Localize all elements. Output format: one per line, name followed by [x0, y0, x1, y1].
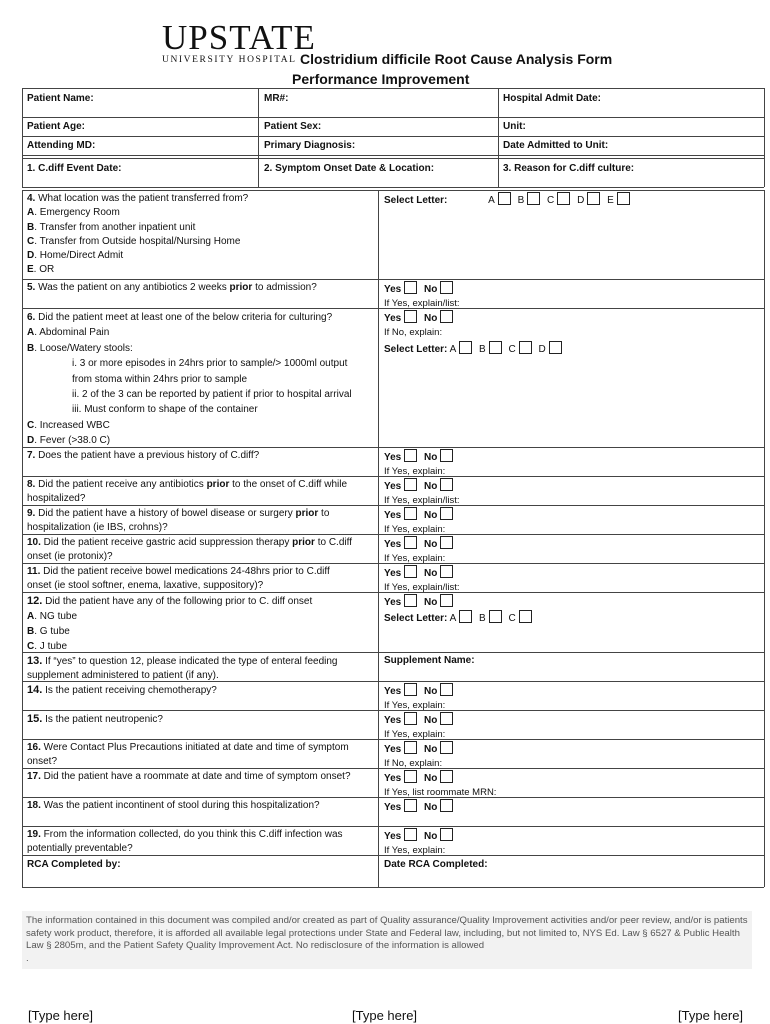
- culture-reason-label: 3. Reason for C.diff culture:: [503, 163, 635, 174]
- question-4: 4. What location was the patient transferred from? A. Emergency Room B. Transfer from another inpatient unit C. Transfer from Outside hospital/Nursing Home D. Home/Direct Admit E. OR: [27, 193, 249, 276]
- q4-checkbox-e[interactable]: [617, 192, 630, 205]
- patient-age-label: Patient Age:: [27, 121, 85, 132]
- q8-no-checkbox[interactable]: [440, 478, 453, 491]
- question-6: 6. Did the patient meet at least one of the below criteria for culturing? A. Abdominal Pain B. Loose/Watery stools: i. 3 or more episodes in 24hrs prior to sample/> 1000ml output from stoma within 24hrs prior to sample ii. 2 of the 3 can be reported by patient if prior to hospital arrival iii. Must conform to shape of the container C. Increased WBC D. Fever (>38.0 C): [27, 312, 352, 447]
- q10-no-checkbox[interactable]: [440, 536, 453, 549]
- q7-yes-checkbox[interactable]: [404, 449, 417, 462]
- question-19: 19. From the information collected, do you think this C.diff infection was potentially preventable?: [27, 829, 343, 855]
- question-9: 9. Did the patient have a history of bowel disease or surgery prior to hospitalization (ie IBS, crohns)?: [27, 508, 330, 534]
- q19-no-checkbox[interactable]: [440, 828, 453, 841]
- question-8: 8. Did the patient receive any antibiotics prior to the onset of C.diff while hospitalized?: [27, 479, 348, 505]
- q19-yes-checkbox[interactable]: [404, 828, 417, 841]
- q17-yes-checkbox[interactable]: [404, 770, 417, 783]
- form-title: Clostridium difficile Root Cause Analysis Form: [300, 51, 613, 67]
- form-subtitle: Performance Improvement: [292, 71, 470, 87]
- rca-date-label: Date RCA Completed:: [384, 859, 488, 870]
- q10-answer: Yes No If Yes, explain:: [384, 536, 457, 567]
- q7-answer: Yes No If Yes, explain:: [384, 449, 457, 480]
- question-13: 13. If “yes” to question 12, please indicated the type of enteral feeding supplement administered to patient (if any).: [27, 655, 338, 682]
- q15-answer: Yes No If Yes, explain:: [384, 712, 457, 743]
- q5-yes-checkbox[interactable]: [404, 281, 417, 294]
- q14-answer: Yes No If Yes, explain:: [384, 683, 457, 714]
- q18-answer: Yes No: [384, 799, 457, 815]
- q12-checkbox-c[interactable]: [519, 610, 532, 623]
- logo-subtitle: UNIVERSITY HOSPITAL: [162, 55, 297, 65]
- q13-answer: Supplement Name:: [384, 655, 475, 666]
- q8-answer: Yes No If Yes, explain/list:: [384, 478, 460, 509]
- q12-answer: Yes No Select Letter: A B C: [384, 594, 536, 627]
- q7-no-checkbox[interactable]: [440, 449, 453, 462]
- question-14: 14. Is the patient receiving chemotherapy?: [27, 684, 217, 696]
- q15-no-checkbox[interactable]: [440, 712, 453, 725]
- event-date-label: 1. C.diff Event Date:: [27, 163, 122, 174]
- symptom-onset-label: 2. Symptom Onset Date & Location:: [264, 163, 435, 174]
- q18-yes-checkbox[interactable]: [404, 799, 417, 812]
- q6-checkbox-a[interactable]: [459, 341, 472, 354]
- question-15: 15. Is the patient neutropenic?: [27, 713, 163, 725]
- question-17: 17. Did the patient have a roommate at date and time of symptom onset?: [27, 771, 351, 782]
- q14-yes-checkbox[interactable]: [404, 683, 417, 696]
- q17-no-checkbox[interactable]: [440, 770, 453, 783]
- question-12: 12. Did the patient have any of the following prior to C. diff onset A. NG tube B. G tube C. J tube: [27, 595, 313, 652]
- q6-checkbox-b[interactable]: [489, 341, 502, 354]
- q12-checkbox-b[interactable]: [489, 610, 502, 623]
- q6-answer: Yes No If No, explain: Select Letter: A B C D: [384, 310, 566, 357]
- q17-answer: Yes No If Yes, list roommate MRN:: [384, 770, 496, 801]
- mr-number-label: MR#:: [264, 93, 289, 104]
- footer-right-placeholder[interactable]: [Type here]: [678, 1008, 744, 1023]
- question-11: 11. Did the patient receive bowel medications 24-48hrs prior to C.diff onset (ie stool softner, enema, laxative, suppository)?: [27, 566, 330, 592]
- q6-yes-checkbox[interactable]: [404, 310, 417, 323]
- q6-no-checkbox[interactable]: [440, 310, 453, 323]
- question-10: 10. Did the patient receive gastric acid suppression therapy prior to C.diff onset (ie protonix)?: [27, 537, 352, 563]
- q8-yes-checkbox[interactable]: [404, 478, 417, 491]
- q16-answer: Yes No If No, explain:: [384, 741, 457, 772]
- date-admitted-unit-label: Date Admitted to Unit:: [503, 140, 609, 151]
- patient-sex-label: Patient Sex:: [264, 121, 322, 132]
- q12-checkbox-a[interactable]: [459, 610, 472, 623]
- footer-center-placeholder[interactable]: [Type here]: [352, 1008, 418, 1023]
- upstate-logo: [162, 18, 316, 66]
- q6-checkbox-d[interactable]: [549, 341, 562, 354]
- q9-answer: Yes No If Yes, explain:: [384, 507, 457, 538]
- q19-answer: Yes No If Yes, explain:: [384, 828, 457, 859]
- q16-no-checkbox[interactable]: [440, 741, 453, 754]
- q14-no-checkbox[interactable]: [440, 683, 453, 696]
- q11-answer: Yes No If Yes, explain/list:: [384, 565, 460, 596]
- question-5: 5. Was the patient on any antibiotics 2 weeks prior to admission?: [27, 282, 317, 293]
- question-16: 16. Were Contact Plus Precautions initiated at date and time of symptom onset?: [27, 742, 349, 768]
- q18-no-checkbox[interactable]: [440, 799, 453, 812]
- q9-yes-checkbox[interactable]: [404, 507, 417, 520]
- rca-completed-by-label: RCA Completed by:: [27, 859, 121, 870]
- q5-answer: Yes No If Yes, explain/list:: [384, 281, 460, 312]
- q16-yes-checkbox[interactable]: [404, 741, 417, 754]
- q4-checkbox-b[interactable]: [527, 192, 540, 205]
- q5-no-checkbox[interactable]: [440, 281, 453, 294]
- q12-yes-checkbox[interactable]: [404, 594, 417, 607]
- question-7: 7. Does the patient have a previous history of C.diff?: [27, 450, 260, 461]
- footer-left-placeholder[interactable]: [Type here]: [28, 1008, 94, 1023]
- q11-no-checkbox[interactable]: [440, 565, 453, 578]
- q4-select-letter: Select Letter: A B C D E: [384, 192, 634, 208]
- attending-md-label: Attending MD:: [27, 140, 96, 151]
- unit-label: Unit:: [503, 121, 526, 132]
- hospital-admit-date-label: Hospital Admit Date:: [503, 93, 601, 104]
- q4-checkbox-d[interactable]: [587, 192, 600, 205]
- patient-name-label: Patient Name:: [27, 93, 94, 104]
- primary-diagnosis-label: Primary Diagnosis:: [264, 140, 356, 151]
- question-18: 18. Was the patient incontinent of stool during this hospitalization?: [27, 800, 320, 811]
- q4-checkbox-a[interactable]: [498, 192, 511, 205]
- q12-no-checkbox[interactable]: [440, 594, 453, 607]
- confidentiality-disclaimer: The information contained in this document was compiled and/or created as part of Quality assurance/Quality Improvement activities and/or peer review, and/or is patients safety work product, therefore, it is afforded all available legal protections under State and Federal law, including, but not limited to, NYS Ed. Law § 6527 & Public Health Law § 2805m, and the Patient Safety Quality Improvement Act. No redisclosure of the information is allowed .: [22, 911, 752, 969]
- q10-yes-checkbox[interactable]: [404, 536, 417, 549]
- q15-yes-checkbox[interactable]: [404, 712, 417, 725]
- logo-wordmark: UPSTATE: [162, 18, 316, 57]
- q4-checkbox-c[interactable]: [557, 192, 570, 205]
- q6-checkbox-c[interactable]: [519, 341, 532, 354]
- q11-yes-checkbox[interactable]: [404, 565, 417, 578]
- q9-no-checkbox[interactable]: [440, 507, 453, 520]
